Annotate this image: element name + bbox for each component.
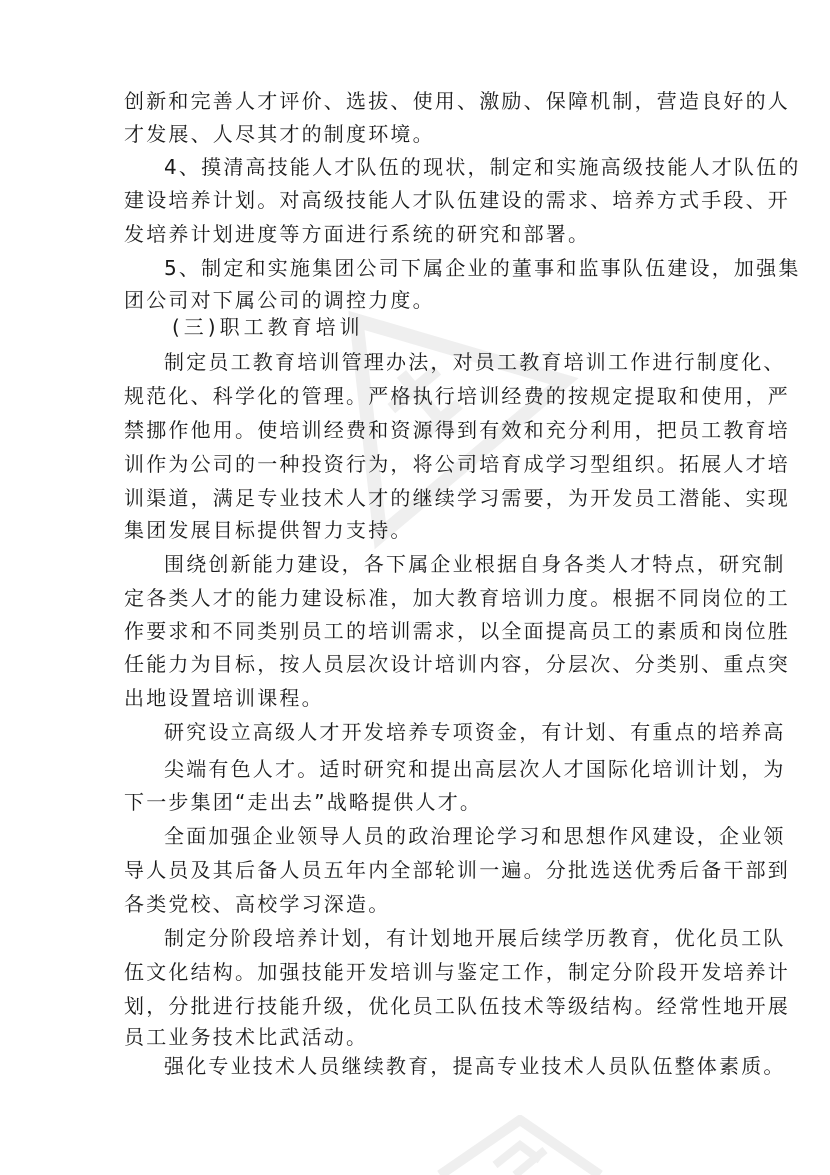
paragraph-line: 才发展、人尽其才的制度环境。 <box>124 122 435 146</box>
paragraph-line: 团公司对下属公司的调控力度。 <box>124 288 435 312</box>
paragraph-line: 划，分批进行技能升级，优化员工队伍技术等级结构。经常性地开展 <box>124 994 790 1018</box>
paragraph-line: 训渠道，满足专业技术人才的继续学习需要，为开发员工潜能、实现 <box>124 486 790 510</box>
paragraph-line: 发培养计划进度等方面进行系统的研究和部署。 <box>124 222 591 246</box>
paragraph-line: 禁挪作他用。使培训经费和资源得到有效和充分利用，把员工教育培 <box>124 418 790 442</box>
paragraph-line: 4、摸清高技能人才队伍的现状，制定和实施高级技能人才队伍的 <box>164 155 801 179</box>
paragraph-line: 定各类人才的能力建设标准，加大教育培训力度。根据不同岗位的工 <box>124 586 790 610</box>
paragraph-line: 员工业务技术比武活动。 <box>124 1025 369 1049</box>
paragraph-line: 下一步集团“走出去”战略提供人才。 <box>124 790 483 814</box>
paragraph-line: 建设培养计划。对高级技能人才队伍建设的需求、培养方式手段、开 <box>124 188 790 212</box>
paragraph-line: 研究设立高级人才开发培养专项资金，有计划、有重点的培养高 <box>164 720 786 744</box>
paragraph-line: 全面加强企业领导人员的政治理论学习和思想作风建设，企业领 <box>164 824 786 848</box>
paragraph-line: 5、制定和实施集团公司下属企业的董事和监事队伍建设，加强集 <box>164 256 801 280</box>
paragraph-line: 任能力为目标，按人员层次设计培训内容，分层次、分类别、重点突 <box>124 652 790 676</box>
paragraph-line: 规范化、科学化的管理。严格执行培训经费的按规定提取和使用，严 <box>124 384 790 408</box>
paragraph-line: 出地设置培训课程。 <box>124 686 324 710</box>
paragraph-line: 各类党校、高校学习深造。 <box>124 892 391 916</box>
paragraph-line: 尖端有色人才。适时研究和提出高层次人才国际化培训计划，为 <box>164 757 786 781</box>
paragraph-line: 作要求和不同类别员工的培训需求，以全面提高员工的素质和岗位胜 <box>124 619 790 643</box>
paragraph-line: 制定员工教育培训管理办法，对员工教育培训工作进行制度化、 <box>164 350 786 374</box>
paragraph-line: 训作为公司的一种投资行为，将公司培育成学习型组织。拓展人才培 <box>124 452 790 476</box>
paragraph-line: 围绕创新能力建设，各下属企业根据自身各类人才特点，研究制 <box>164 552 786 576</box>
watermark-logo-icon-bottom <box>420 1115 620 1175</box>
paragraph-line: 创新和完善人才评价、选拔、使用、激励、保障机制，营造良好的人 <box>124 89 790 113</box>
paragraph-line: 强化专业技术人员继续教育，提高专业技术人员队伍整体素质。 <box>164 1054 786 1078</box>
paragraph-line: 集团发展目标提供智力支持。 <box>124 518 413 542</box>
paragraph-line: 制定分阶段培养计划，有计划地开展后续学历教育，优化员工队 <box>164 926 786 950</box>
paragraph-line: 导人员及其后备人员五年内全部轮训一遍。分批选送优秀后备干部到 <box>124 858 790 882</box>
paragraph-line: 伍文化结构。加强技能开发培训与鉴定工作，制定分阶段开发培养计 <box>124 960 790 984</box>
section-heading: (三)职工教育培训 <box>172 315 364 339</box>
